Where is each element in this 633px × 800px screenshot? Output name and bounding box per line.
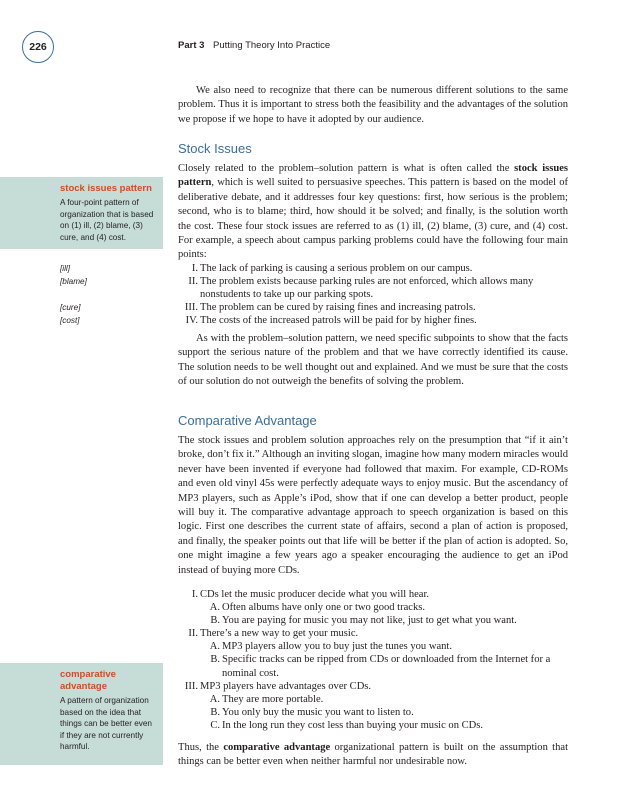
part-label: Part 3 [178,40,205,51]
list-number: I. [191,263,198,274]
sidebar-stock-issues [0,177,163,249]
sidebar-comparative-advantage [0,663,163,765]
margin-note-blame: [blame] [60,277,87,286]
outline-subitem [178,640,568,653]
outline-letter: A. [209,641,220,653]
outline-subitem [178,693,568,706]
list-item [178,262,568,275]
outline-letter: B. [210,706,220,718]
outline-subtext: In the long run they cost less than buying your music on CDs. [222,719,484,731]
comparative-final-paragraph [178,741,568,770]
intro-paragraph: We also need to recognize that there can be numerous different solutions to the same problem. Thus it is important to stress both the feasibility and the advantages of the solution we propose if we hope to have it adopted by our audience. [178,85,568,125]
outline-letter: B. [210,615,220,627]
outline-subitem [178,614,568,627]
final-text-1: Thus, the [178,742,224,753]
outline-item [178,627,568,640]
comparative-paragraph: The stock issues and problem solution approaches rely on the presumption that “if it ain’t broke, don’t fix it.” Although an inviting slogan, imagine how many modern miracles would never have been invented if everyone had followed that maxim. For example, CD-ROMs and even old vinyl 45s were perfectly adequate ways to enjoy music. But the ascendancy of MP3 players, such as Apple’s iPod, show that if one can develop a better product, people will buy it. The comparative advantage approach to speech organization is based on this logic. First one describes the current state of affairs, second a plan of action is proposed, and finally, the speaker points out that life will be better if the plan of action is adopted. So, one might imagine a few years ago a speaker encouraging the audience to get an iPod instead of buying more CDs. [178,435,568,576]
outline-text: There’s a new way to get your music. [200,628,359,640]
outline-item [178,680,568,693]
outline-subitem [178,719,568,732]
comparative-advantage-term: comparative advantage [223,742,331,753]
outline-letter: B. [210,654,220,666]
outline-number: II. [188,628,198,640]
list-text: The costs of the increased patrols will be paid for by higher fines. [200,315,477,327]
outline-subtext: They are more portable. [222,693,324,705]
outline-number: III. [184,680,198,692]
outline-text: MP3 players have advantages over CDs. [200,680,372,692]
final-text-2: organizational pattern is built on the assumption that things can be better even when neither harmful nor undesirable now. [178,742,569,768]
margin-note-cost: [cost] [60,316,80,325]
sidebar-definition: A pattern of organization based on the idea that things can be better even if they are not currently harmful. [60,696,152,751]
outline-text: CDs let the music producer decide what you will hear. [200,589,430,600]
stock-issues-paragraph-2: As with the problem–solution pattern, we need specific subpoints to show that the facts support the serious nature of the problem and that we have correctly identified its cause. The solution needs to be well thought out and explained. And we must be sure that the costs of our solution do not outweigh the benefits of solving the problem. [178,333,568,388]
sidebar-term: stock issues pattern [60,183,152,194]
outline-letter: A. [209,693,220,705]
outline-item [178,588,568,601]
outline-letter: A. [209,602,220,614]
outline-subtext: MP3 players allow you to buy just the tunes you want. [222,641,452,653]
outline-number: I. [191,589,198,600]
outline-subitem [178,653,568,679]
list-text: The problem exists because parking rules are not enforced, which allows many nonstudents to take up our parking spots. [200,276,534,301]
outline-letter: C. [210,719,220,731]
stock-para-text-2: , which is well suited to persuasive speeches. This pattern is based on the model of deliberative debate, and it addresses four key questions: first, how serious is the problem; second, who is to blame; third, how should it be solved; and finally, is the solution worth the cost. These four stock issues are referred to as (1) ill, (2) blame, (3) cure, and (4) cost. For example, a speech about campus parking problems could have the following four main points: [178,177,568,261]
margin-note-cure: [cure] [60,303,81,312]
list-text: The problem can be cured by raising fines and increasing patrols. [200,302,476,314]
margin-note-ill: [ill] [60,264,71,273]
outline-subitem [178,601,568,614]
outline-subtext: You only buy the music you want to listen to. [222,706,414,718]
sidebar-definition: A four-point pattern of organization that is based on (1) ill, (2) blame, (3) cure, and (4) cost. [60,198,154,242]
outline-subtext: Often albums have only one or two good tracks. [222,602,425,614]
list-item [178,301,568,314]
stock-issues-paragraph [178,162,568,263]
list-number: II. [188,276,198,288]
list-item [178,314,568,327]
comparative-advantage-heading: Comparative Advantage [178,413,317,428]
outline-subtext: Specific tracks can be ripped from CDs or downloaded from the Internet for a nominal cost. [222,654,551,679]
outline-subitem [178,706,568,719]
stock-issues-list [178,262,568,327]
stock-para-text-1: Closely related to the problem–solution pattern is what is often called the [178,163,515,174]
sidebar-term: comparative advantage [60,669,116,692]
list-item [178,275,568,301]
list-number: IV. [185,315,198,327]
list-text: The lack of parking is causing a serious problem on our campus. [200,263,473,274]
list-number: III. [184,302,198,314]
stock-issues-term: stock issues pattern [178,163,568,189]
stock-issues-heading: Stock Issues [178,141,252,156]
page-number: 226 [22,31,54,63]
outline-subtext: You are paying for music you may not like, just to get what you want. [222,615,517,627]
running-head [178,40,330,51]
comparative-outline [178,588,568,732]
part-title: Putting Theory Into Practice [213,40,331,51]
